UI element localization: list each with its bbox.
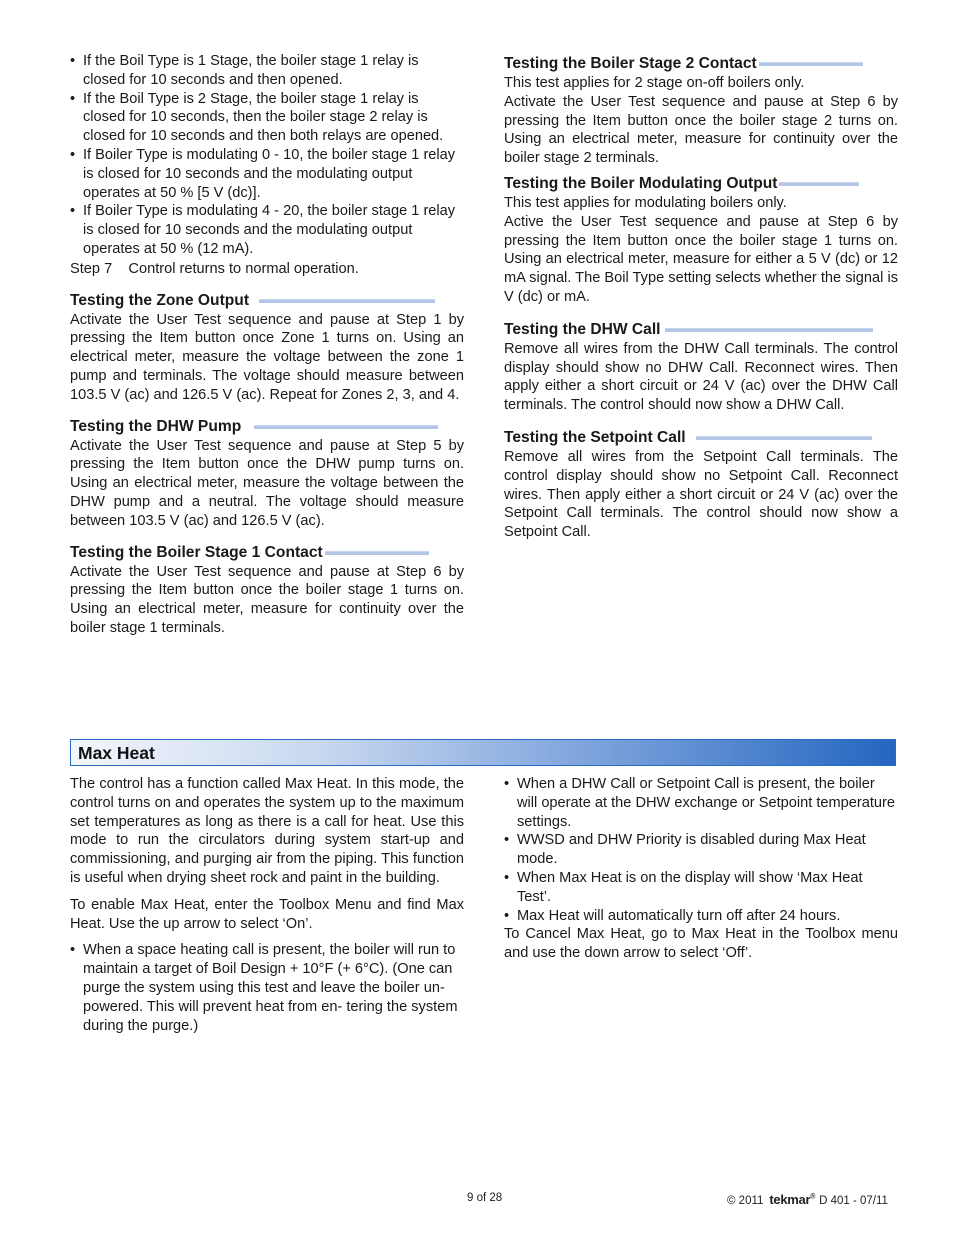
max-heat-cancel-text: To Cancel Max Heat, go to Max Heat in the Toolbox menu and use the down arrow to select ‘Off’. — [504, 926, 898, 962]
section-body: Activate the User Test sequence and pause at Step 6 by pressing the Item button once the boiler stage 1 turns on. Using an electrical meter, measure for continuity over the boiler stage 1 terminals. — [70, 563, 464, 636]
step-7-label: Step 7 — [70, 260, 113, 277]
section-title: Testing the Boiler Modulating Output — [504, 174, 778, 192]
step-7 — [70, 260, 464, 279]
max-heat-title: Max Heat — [78, 743, 155, 763]
list-item: • WWSD and DHW Priority is disabled during Max Heat mode. — [504, 831, 898, 869]
section-body: This test applies for 2 stage on-off boilers only. Activate the User Test sequence and pause at Step 6 by pressing the Item button once the boiler stage 2 turns on. Using an electrical meter, measure for continuity over the boiler stage 2 terminals. — [504, 75, 898, 167]
section-heading — [504, 54, 898, 74]
page-number: 9 of 28 — [467, 1192, 503, 1204]
max-heat-right-column — [504, 775, 898, 963]
heading-rule — [665, 328, 873, 332]
section-title: Testing the Setpoint Call — [504, 428, 686, 446]
list-item: • If Boiler Type is modulating 4 - 20, the boiler stage 1 relay is closed for 10 seconds and the modulating output operates at 50 % (12 mA). — [70, 202, 464, 258]
section-body: Activate the User Test sequence and pause at Step 5 by pressing the Item button once the DHW pump turns on. Using an electrical meter, measure the voltage between the DHW pump and a neutral. The voltage should measure between 103.5 V (ac) and 126.5 V (ac). — [70, 437, 464, 529]
section-heading — [70, 417, 464, 437]
section-title: Testing the Zone Output — [70, 291, 250, 309]
max-heat-enable-text: To enable Max Heat, enter the Toolbox Menu and find Max Heat. Use the up arrow to select ‘On’. — [70, 896, 464, 932]
left-column — [70, 52, 464, 638]
right-column — [504, 54, 898, 542]
section-heading — [504, 174, 898, 194]
heading-rule — [254, 425, 438, 429]
section-heading — [504, 320, 898, 340]
max-heat-left-list — [70, 941, 464, 1035]
section-dhw-pump — [70, 417, 464, 531]
heading-rule — [696, 436, 872, 440]
list-item: • Max Heat will automatically turn off after 24 hours. — [504, 907, 898, 926]
max-heat-intro: The control has a function called Max Heat. In this mode, the control turns on and operates the system up to the maximum set temperatures as long as there is a call for heat. Use this mode to run the circulators during system start-up and commissioning, and purging air from the piping. This function is useful when drying sheet rock and paint in the building. — [70, 776, 464, 886]
section-title: Testing the Boiler Stage 1 Contact — [70, 543, 323, 561]
registered-mark: ® — [810, 1193, 816, 1201]
section-body: Remove all wires from the DHW Call terminals. The control display should show no DHW Call. Reconnect wires. Then apply either a short circuit or 24 V (ac) over the DHW Call terminals. The control should now show a DHW Call. — [504, 340, 898, 414]
footer-brand-line — [727, 1192, 888, 1207]
list-item: • If the Boil Type is 1 Stage, the boiler stage 1 relay is closed for 10 seconds and then opened. — [70, 52, 464, 90]
section-title: Testing the DHW Pump — [70, 417, 242, 435]
boil-type-list — [70, 52, 464, 259]
section-boiler-stage-1 — [70, 543, 464, 638]
tekmar-logo — [769, 1192, 815, 1207]
section-title: Testing the Boiler Stage 2 Contact — [504, 55, 757, 72]
document-code: D 401 - 07/11 — [819, 1195, 888, 1207]
heading-rule — [325, 551, 429, 555]
step-7-text: Control returns to normal operation. — [128, 260, 359, 277]
max-heat-right-list — [504, 775, 898, 925]
section-modulating-output — [504, 174, 898, 307]
section-body: Remove all wires from the Setpoint Call terminals. The control display should show no Setpoint Call. Reconnect wires. Then apply either a short circuit or 24 V (ac) over the Setpoint Call terminals. The control should now show a Setpoint Call. — [504, 448, 898, 541]
heading-rule — [259, 299, 435, 303]
max-heat-header-bar — [70, 739, 896, 766]
section-setpoint-call — [504, 428, 898, 542]
section-title: Testing the DHW Call — [504, 320, 661, 338]
section-body: Activate the User Test sequence and pause at Step 1 by pressing the Item button once Zone 1 turns on. Using an electrical meter, measure the voltage between the zone 1 pump and terminals. The voltage should measure between 103.5 V (ac) and 126.5 V (ac). Repeat for Zones 2, 3, and 4. — [70, 311, 464, 403]
list-item: • When Max Heat is on the display will show ‘Max Heat Test’. — [504, 869, 898, 907]
list-item: • When a DHW Call or Setpoint Call is present, the boiler will operate at the DHW exchange or Setpoint temperature settings. — [504, 775, 898, 831]
section-heading — [504, 428, 898, 448]
copyright: © 2011 — [727, 1195, 764, 1207]
heading-rule — [779, 182, 859, 186]
list-item: • When a space heating call is present, the boiler will run to maintain a target of Boil Design + 10°F (+ 6°C). (One can purge the system using this test and leave the boiler un-powered. This will prevent heat from en- tering the system during the purge.) — [70, 941, 464, 1035]
section-heading — [70, 543, 464, 563]
brand-name: tekmar — [769, 1192, 811, 1207]
section-boiler-stage-2 — [504, 54, 898, 168]
max-heat-left-column — [70, 775, 464, 1035]
list-item: • If the Boil Type is 2 Stage, the boiler stage 1 relay is closed for 10 seconds, then the boiler stage 2 relay is closed for 10 seconds and then both relays are opened. — [70, 90, 464, 146]
section-heading — [70, 291, 464, 311]
section-zone-output — [70, 291, 464, 405]
heading-rule — [759, 62, 863, 66]
list-item: • If Boiler Type is modulating 0 - 10, the boiler stage 1 relay is closed for 10 seconds and the modulating output operates at 50 % [5 V (dc)]. — [70, 146, 464, 202]
section-body: This test applies for modulating boilers only. Active the User Test sequence and pause at Step 6 by pressing the Item button once the boiler stage 1 turns on. Using an electrical meter, measure for either a 5 V (dc) or 12 mA signal. The Boil Type setting selects whether the signal is V (dc) or mA. — [504, 194, 898, 305]
section-dhw-call — [504, 320, 898, 415]
